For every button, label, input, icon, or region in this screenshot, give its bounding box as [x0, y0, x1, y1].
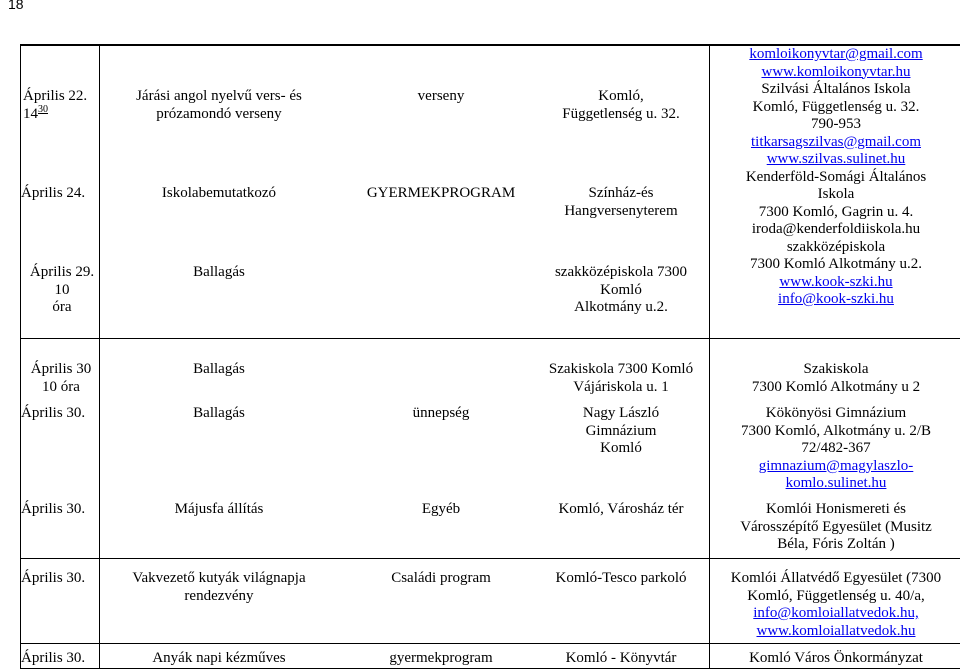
row-date: Április 29. 10 óra [29, 264, 95, 315]
row-date: Április 30. [21, 650, 86, 666]
page-number: 18 [8, 0, 24, 12]
row-date: Április 30. [21, 570, 86, 586]
row-date: Április 22. $14^{30}$ [23, 88, 88, 122]
events-table [20, 44, 960, 669]
row-location: szakközépiskola 7300 Komló Alkotmány u.2. [554, 264, 688, 315]
row-divider [21, 558, 960, 559]
row-location: Szakiskola 7300 Komló Vájáriskola u. 1 [548, 361, 694, 395]
website-link[interactable]: komlo.sulinet.hu [785, 475, 887, 491]
row-location: Komló, Városház tér [558, 501, 684, 517]
row-contact: Kökönyösi Gimnázium 7300 Komló, Alkotmány u. 2/B 72/482-367 gimnazium@magylaszlo- komlo.sulinet.hu [711, 405, 960, 493]
row-event: Vakvezető kutyák világnapja rendezvény [132, 570, 306, 604]
website-link[interactable]: www.komloikonyvtar.hu [761, 63, 911, 80]
row-date: Április 24. [21, 185, 86, 201]
row-contact: Szakiskola 7300 Komló Alkotmány u 2 [751, 361, 921, 395]
row-divider [21, 643, 960, 644]
row-location: Komló-Tesco parkoló [555, 570, 687, 586]
row-type: GYERMEKPROGRAM [366, 185, 516, 201]
row-type: ünnepség [412, 405, 470, 421]
row-event: Ballagás [193, 361, 245, 377]
email-link[interactable]: info@komloiallatvedok.hu, [753, 605, 919, 621]
row-event: Anyák napi kézműves [152, 650, 286, 666]
row-contact: Komló Város Önkormányzat [749, 650, 923, 666]
row-date: Április 30. [21, 405, 86, 421]
row-date: Április 30. [21, 501, 86, 517]
contact-block: komloikonyvtar@gmail.com www.komloikonyvtar.hu Szilvási Általános Iskola Komló, Függetlenség u. 32. 790-953 titkarsagszilvas@gmail.com www.szilvas.sulinet.hu Kenderföld-Somági Általános Iskola 7300 Komló, Gagrin u. 4. iroda@kenderfoldiiskola.hu szakközépiskola 7300 Komló Alkotmány u.2. www.kook-szki.hu info@kook-szki.hu [711, 46, 960, 309]
row-event: Járási angol nyelvű vers- és prózamondó verseny [136, 88, 302, 122]
email-link[interactable]: gimnazium@magylaszlo- [758, 457, 914, 474]
row-location: Komló - Könyvtár [565, 650, 677, 666]
row-contact: Komlói Honismereti és Városszépítő Egyesület (Musitz Béla, Fóris Zoltán ) [740, 501, 932, 552]
row-event: Ballagás [193, 264, 245, 280]
email-link[interactable]: titkarsagszilvas@gmail.com [750, 133, 922, 150]
row-type: Egyéb [421, 501, 461, 517]
website-link[interactable]: www.kook-szki.hu [779, 273, 893, 290]
row-event: Iskolabemutatkozó [161, 185, 277, 201]
website-link[interactable]: www.szilvas.sulinet.hu [766, 151, 906, 167]
row-location: Komló, Függetlenség u. 32. [562, 88, 680, 122]
row-divider [21, 338, 960, 339]
email-link[interactable]: komloikonyvtar@gmail.com [749, 46, 923, 62]
row-location: Színház-és Hangversenyterem [564, 185, 678, 219]
row-date: Április 30 10 óra [30, 361, 92, 395]
row-event: Ballagás [193, 405, 245, 421]
row-type: verseny [417, 88, 465, 104]
row-location: Nagy László Gimnázium Komló [582, 405, 660, 456]
row-type: Családi program [391, 570, 491, 586]
row-type: gyermekprogram [389, 650, 493, 666]
website-link[interactable]: www.komloiallatvedok.hu [756, 622, 916, 639]
row-contact: Komlói Állatvédő Egyesület (7300 Komló, Függetlenség u. 40/a, info@komloiallatvedok.hu, www.komloiallatvedok.hu [711, 570, 960, 640]
email-link[interactable]: info@kook-szki.hu [778, 291, 894, 307]
row-event: Májusfa állítás [174, 501, 264, 517]
